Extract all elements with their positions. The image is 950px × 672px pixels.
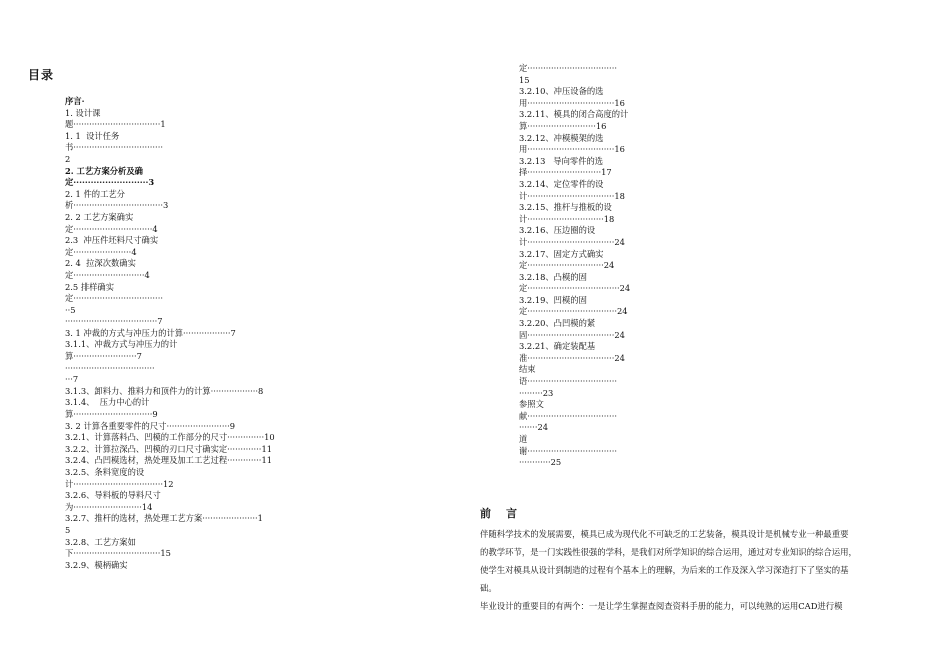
toc-line: 书··································: [65, 142, 163, 153]
toc-line: 3. 2 计算各重要零件的尺寸························9: [65, 420, 236, 431]
toc-line: 3.2.7、推杆的选材，热处理工艺方案·····················1: [65, 513, 263, 524]
toc-line: 算··························16: [519, 120, 607, 131]
toc-line: 定··································24: [519, 306, 628, 317]
toc-line: 谢··································: [519, 445, 617, 456]
toc-line: 2. 1 件的工艺分: [65, 188, 125, 199]
toc-line: 15: [519, 74, 530, 85]
toc-line: 结束: [519, 364, 536, 375]
toc-line: 算······························9: [65, 409, 158, 420]
toc-line: 题·································1: [65, 119, 166, 130]
toc-line: ··5: [65, 304, 76, 315]
preface-paragraph-line: 础。: [480, 583, 497, 593]
toc-line: 定···························4: [65, 269, 150, 280]
toc-line: 算························7: [65, 351, 142, 362]
toc-line: 计··································12: [65, 478, 174, 489]
toc-line: 准·································24: [519, 352, 625, 363]
toc-line: 3.2.15、推杆与推板的设: [519, 202, 612, 213]
toc-line: 定··································: [65, 293, 163, 304]
toc-line: ············25: [519, 457, 562, 468]
toc-line: 2.3 冲压件坯料尺寸确实: [65, 235, 159, 246]
toc-line: ···7: [65, 374, 79, 385]
toc-line: 道: [519, 434, 528, 444]
toc-line: ·······24: [519, 422, 549, 433]
toc-line: 3.2.18、凸模的固: [519, 271, 587, 282]
toc-line: 3.2.14、定位零件的设: [519, 178, 604, 189]
toc-line: 3.2.20、凸凹模的紧: [519, 318, 596, 329]
toc-line: ·········23: [519, 387, 554, 398]
preface-paragraph-line: 的教学环节，是一门实践性很强的学科，是我们对所学知识的综合运用，通过对专业知识的综合运用，: [480, 547, 857, 557]
toc-line: 用·································16: [519, 97, 625, 108]
toc-line: 析··································3: [65, 200, 169, 211]
toc-title: 目录: [28, 68, 55, 82]
toc-line: 3.2.17、固定方式确实: [519, 248, 604, 259]
toc-line: 3.2.10、冲压设备的选: [519, 86, 604, 97]
toc-line: 1. 1 设计任务: [65, 130, 120, 141]
toc-line: 3.2.12、冲模模架的选: [519, 132, 604, 143]
toc-line: 2. 4 拉深次数确实: [65, 258, 136, 269]
toc-line: 定······················4: [65, 246, 137, 257]
toc-line: ··································: [65, 362, 155, 373]
preface-heading: 前 言: [480, 507, 519, 520]
toc-line: 计·································24: [519, 236, 625, 247]
toc-line: 3.2.19、凹模的固: [519, 294, 587, 305]
toc-line: 计·····························18: [519, 213, 615, 224]
toc-line: 献··································: [519, 410, 617, 421]
toc-line: 2. 2 工艺方案确实: [65, 211, 134, 222]
toc-line: 计·································18: [519, 190, 625, 201]
toc-line: 2.5 排样确实: [65, 281, 115, 292]
toc-line: 3.2.8、工艺方案如: [65, 536, 136, 547]
toc-line: 参照文: [519, 399, 544, 410]
toc-line: 5: [65, 524, 71, 535]
toc-line: 3.2.9、模柄确实: [65, 559, 128, 570]
toc-line: 语··································: [519, 376, 617, 387]
toc-line: 下·································15: [65, 548, 171, 559]
toc-line: 3.2.2、计算拉深凸、凹模的刃口尺寸确实定·············11: [65, 443, 273, 454]
toc-line: 3.2.6、导料板的导料尺寸: [65, 490, 161, 501]
toc-line: 择····························17: [519, 167, 612, 178]
toc-line: 3.2.1、计算落料凸、凹模的工作部分的尺寸··············10: [65, 432, 275, 443]
toc-line: 用·································16: [519, 144, 625, 155]
toc-line: 2. 工艺方案分析及确: [65, 165, 143, 176]
toc-line: 3.1.3、卸料力、推料力和顶件力的计算··················8: [65, 385, 264, 396]
toc-line: 定··························3: [65, 177, 155, 188]
toc-line: 3.1.4、 压力中心的计: [65, 397, 150, 408]
toc-line: 3.2.4、凸凹模选材，热处理及加工工艺过程·············11: [65, 455, 273, 466]
toc-line: 3.2.21、确定装配基: [519, 341, 596, 352]
preface-paragraph-line: 毕业设计的重要目的有两个：一是让学生掌握查阅查资料手册的能力，可以纯熟的运用CAD进行模: [480, 601, 843, 611]
preface-paragraph-line: 伴随科学技术的发展需要，模具已成为现代化不可缺乏的工艺装备，模具设计是机械专业一种最重要: [480, 529, 849, 539]
toc-line: 固·································24: [519, 329, 625, 340]
toc-line: 定···································24: [519, 283, 631, 294]
toc-line: 1. 设计课: [65, 107, 101, 118]
toc-line: 3.1.1、冲裁方式与冲压力的计: [65, 339, 178, 350]
toc-line: 3.2.13 导向零件的选: [519, 155, 604, 166]
preface-body: [480, 525, 910, 615]
toc-line: ···································7: [65, 316, 163, 327]
toc-line: 2: [65, 153, 71, 164]
toc-line: 3.2.11、模具的闭合高度的计: [519, 109, 629, 120]
preface-paragraph-line: 使学生对模具从设计到制造的过程有个基本上的理解，为后来的工作及深入学习深造打下了坚实的基: [480, 565, 849, 575]
toc-line: 定······························4: [65, 223, 158, 234]
toc-line: 为··························14: [65, 501, 153, 512]
toc-line: 序言·: [65, 96, 85, 106]
toc-line: 3.2.5、条料宽度的设: [65, 467, 145, 477]
toc-line: 定··································: [519, 63, 617, 73]
toc-line: 3.2.16、压边圈的设: [519, 225, 596, 236]
toc-line: 3. 1 冲裁的方式与冲压力的计算··················7: [65, 327, 236, 338]
toc-left-column: [65, 96, 420, 571]
toc-line: 定·····························24: [519, 260, 615, 271]
toc-right-column: [519, 63, 879, 469]
